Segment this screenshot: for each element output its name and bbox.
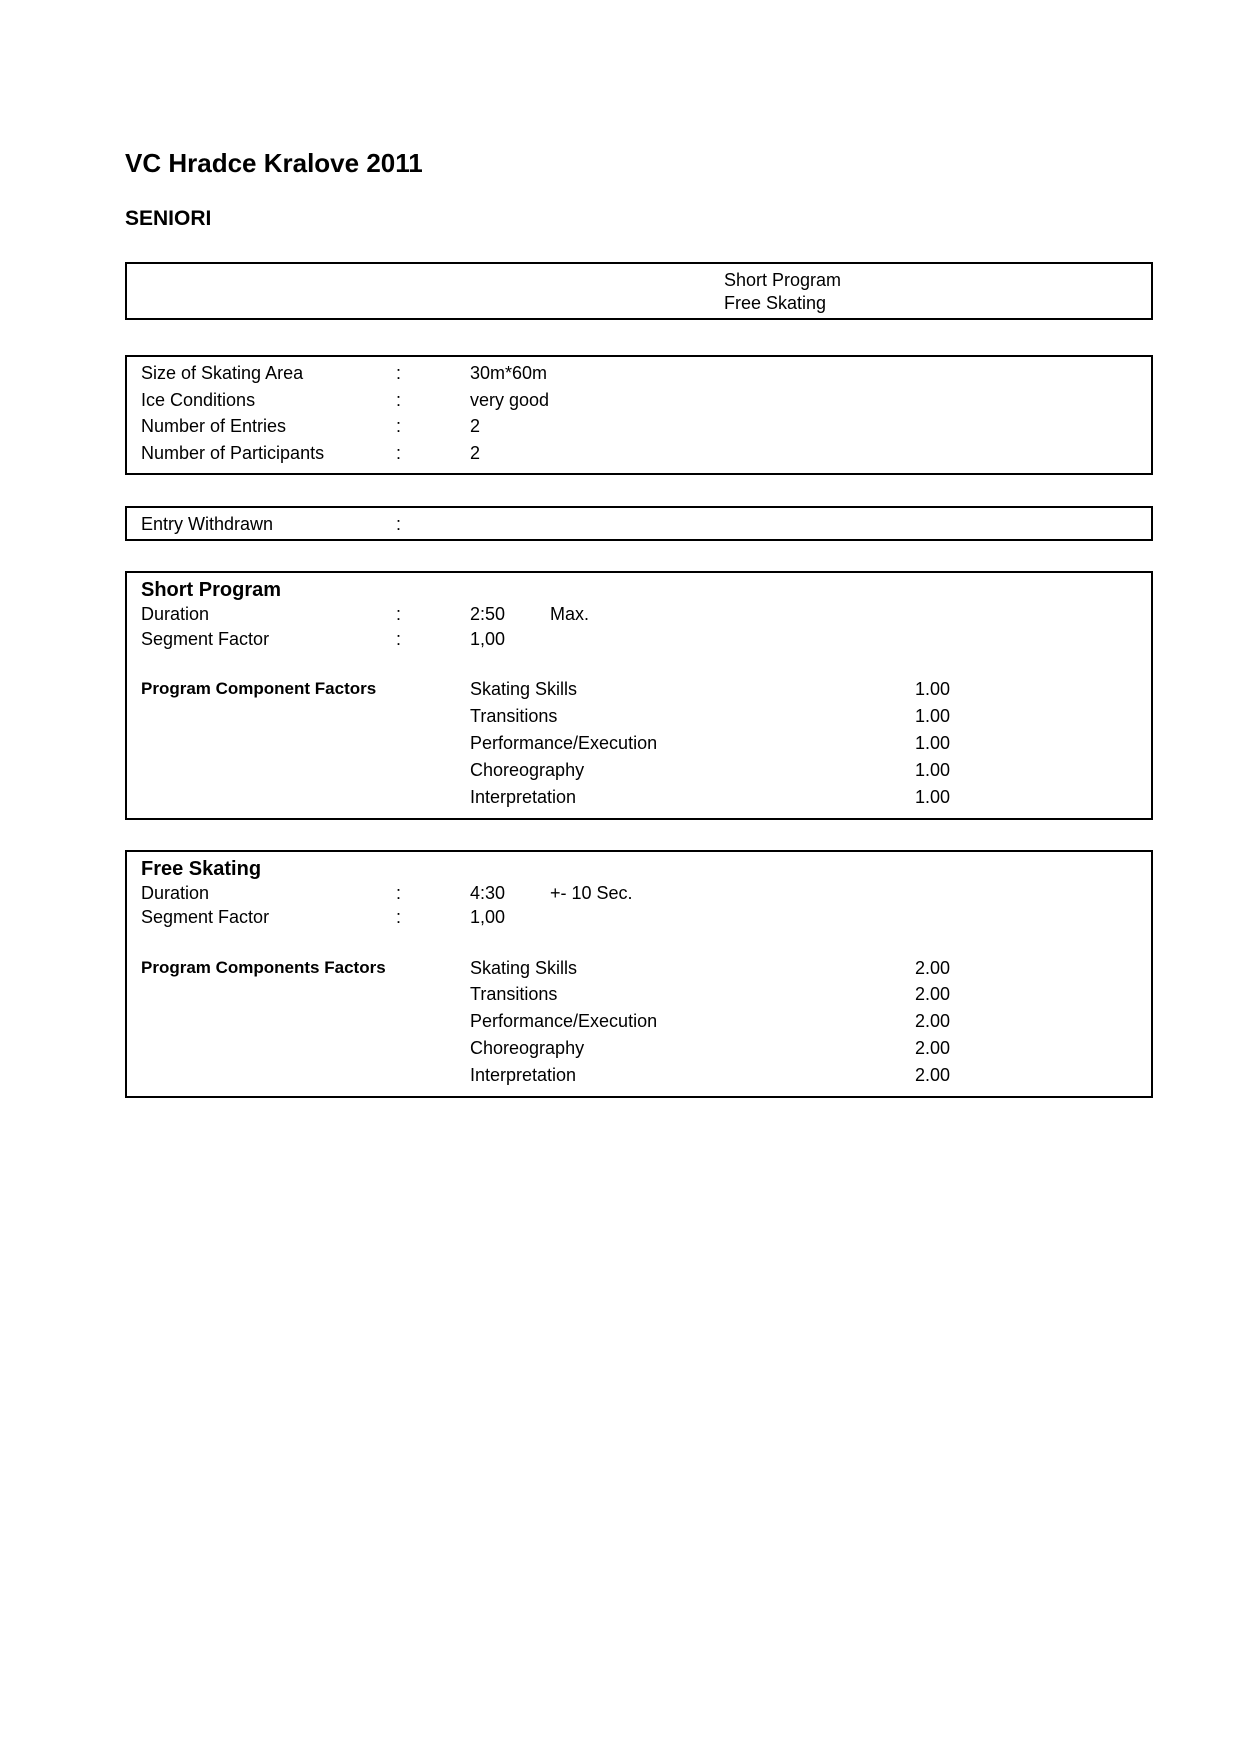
segment-item-free-skating: Free Skating xyxy=(724,293,827,313)
info-label: Number of Participants xyxy=(141,443,325,463)
duration-note: +- 10 Sec. xyxy=(550,883,633,903)
program-component-factors-label: Program Component Factors xyxy=(141,679,377,698)
component-name: Transitions xyxy=(470,706,558,726)
info-value: very good xyxy=(470,390,550,410)
component-factor: 1.00 xyxy=(915,706,951,726)
component-name: Choreography xyxy=(470,1038,585,1058)
duration-value: 2:50 xyxy=(470,604,506,624)
component-factor: 1.00 xyxy=(915,679,951,699)
program-component-factors-label: Program Components Factors xyxy=(141,958,386,977)
info-value: 2 xyxy=(470,416,481,436)
info-value: 2 xyxy=(470,443,481,463)
info-separator: : xyxy=(396,390,402,410)
component-factor: 2.00 xyxy=(915,1038,951,1058)
component-name: Transitions xyxy=(470,984,558,1004)
segment-factor-label: Segment Factor xyxy=(141,907,270,927)
component-name: Performance/Execution xyxy=(470,733,658,753)
duration-value: 4:30 xyxy=(470,883,506,903)
component-factor: 2.00 xyxy=(915,1011,951,1031)
info-label: Ice Conditions xyxy=(141,390,256,410)
info-separator: : xyxy=(396,443,402,463)
info-separator: : xyxy=(396,416,402,436)
segment-item-short-program: Short Program xyxy=(724,270,842,290)
segment-factor-value: 1,00 xyxy=(470,629,506,649)
component-factor: 2.00 xyxy=(915,1065,951,1085)
segments-box xyxy=(125,262,1153,320)
info-separator: : xyxy=(396,363,402,383)
component-factor: 1.00 xyxy=(915,760,951,780)
component-name: Interpretation xyxy=(470,787,577,807)
event-info-box xyxy=(125,355,1153,475)
component-name: Performance/Execution xyxy=(470,1011,658,1031)
component-factor: 2.00 xyxy=(915,958,951,978)
component-name: Choreography xyxy=(470,760,585,780)
short-program-title: Short Program xyxy=(141,579,282,601)
component-name: Skating Skills xyxy=(470,958,578,978)
component-name: Skating Skills xyxy=(470,679,578,699)
segment-factor-label: Segment Factor xyxy=(141,629,270,649)
withdrawn-label: Entry Withdrawn xyxy=(141,514,274,534)
free-skating-title: Free Skating xyxy=(141,858,262,880)
segment-factor-separator: : xyxy=(396,629,402,649)
duration-note: Max. xyxy=(550,604,590,624)
info-label: Size of Skating Area xyxy=(141,363,304,383)
free-skating-box xyxy=(125,850,1153,1098)
short-program-box xyxy=(125,571,1153,820)
component-factor: 1.00 xyxy=(915,787,951,807)
document-title: VC Hradce Kralove 2011 xyxy=(125,148,423,178)
info-label: Number of Entries xyxy=(141,416,287,436)
duration-label: Duration xyxy=(141,883,210,903)
segment-factor-separator: : xyxy=(396,907,402,927)
segment-factor-value: 1,00 xyxy=(470,907,506,927)
component-name: Interpretation xyxy=(470,1065,577,1085)
entry-withdrawn-box xyxy=(125,506,1153,541)
component-factor: 2.00 xyxy=(915,984,951,1004)
info-value: 30m*60m xyxy=(470,363,548,383)
duration-separator: : xyxy=(396,883,402,903)
category-label: SENIORI xyxy=(125,207,212,230)
withdrawn-separator: : xyxy=(396,514,402,534)
component-factor: 1.00 xyxy=(915,733,951,753)
duration-separator: : xyxy=(396,604,402,624)
duration-label: Duration xyxy=(141,604,210,624)
